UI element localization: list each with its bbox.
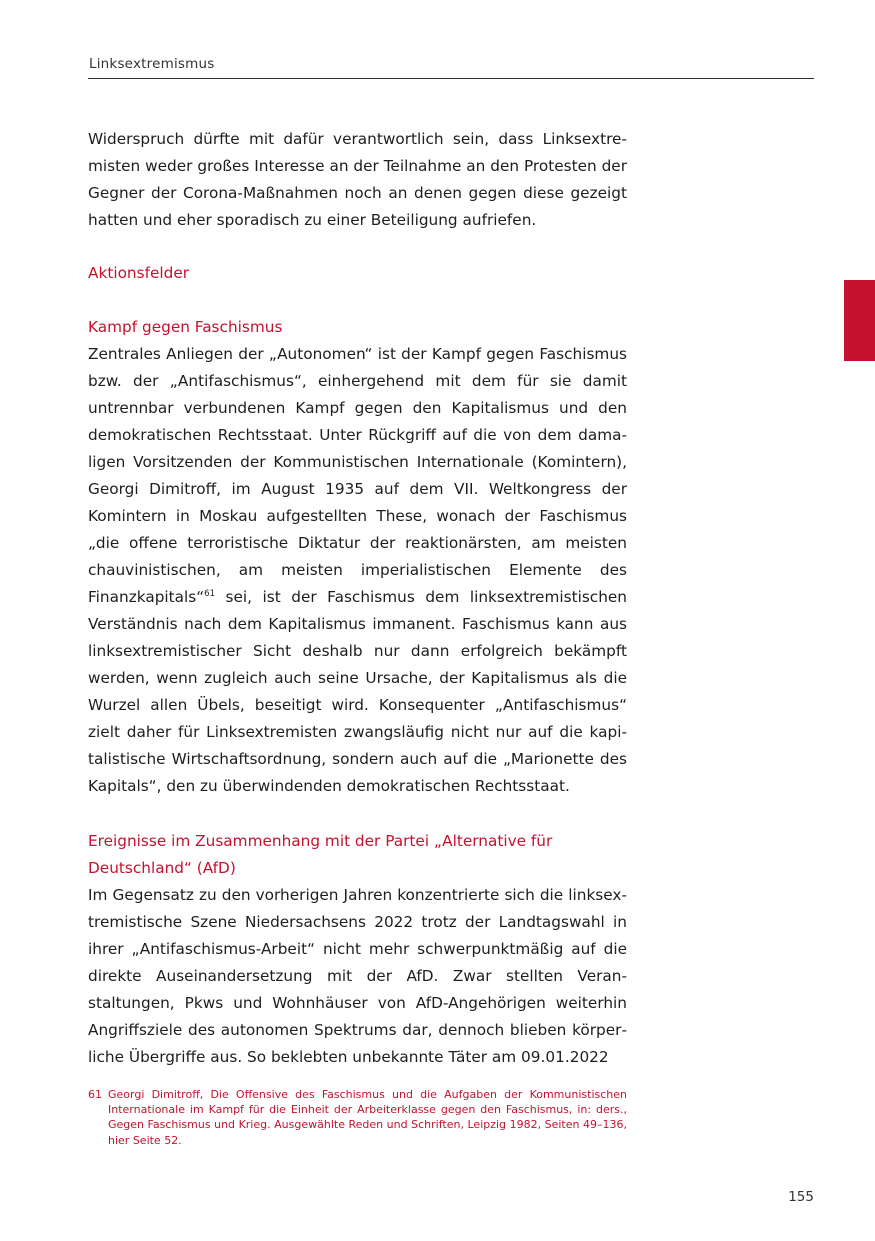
subheading-afd: Ereignisse im Zusammenhang mit der Partei „Alternative für Deutschland“ (AfD) — [88, 832, 553, 877]
chapter-side-tab — [844, 280, 875, 361]
footnote-number: 61 — [88, 1088, 102, 1101]
header-rule — [88, 78, 814, 79]
footnote-reference[interactable]: 61 — [204, 589, 215, 599]
paragraph-kampf-part2: sei, ist der Faschismus dem linksextremistischen Verständnis nach dem Kapitalismus immanent. Faschismus kann aus linksextremistischer Sicht deshalb nur dann erfolgreich bekämpft werden, wenn zugleich auch seine Ursache, der Kapitalismus als die Wurzel allen Übels, beseitigt wird. Konsequenter „Antifaschismus“ zielt daher für Linksextremisten zwangsläufig nicht nur auf die kapitalistische Wirtschaftsordnung, sondern auch auf die „Marionette des Kapitals“, den zu überwindenden demokratischen Rechtsstaat. — [88, 588, 627, 795]
section-heading: Aktionsfelder — [88, 264, 190, 282]
page-number: 155 — [788, 1189, 814, 1205]
subheading-kampf: Kampf gegen Faschismus — [88, 318, 283, 336]
paragraph-afd: Im Gegensatz zu den vorherigen Jahren konzentrierte sich die linksextremistische Szene Niedersachsens 2022 trotz der Landtagswahl in ihrer „Antifaschismus-Arbeit“ nicht mehr schwerpunktmäßig auf die direkte Auseinandersetzung mit der AfD. Zwar stellten Veranstaltungen, Pkws und Wohnhäuser von AfD-Angehörigen weiterhin Angriffsziele des autonomen Spektrums dar, dennoch blieben körperliche Übergriffe aus. So beklebten unbekannte Täter am 09.01.2022 — [88, 886, 627, 1066]
header-title: Linksextremismus — [89, 56, 215, 72]
paragraph-kampf — [88, 341, 627, 800]
paragraph-kampf-part1: Zentrales Anliegen der „Autonomen“ ist der Kampf gegen Faschismus bzw. der „Antifaschismus“, einhergehend mit dem für sie damit untrennbar verbundenen Kampf gegen den Kapitalismus und den demokratischen Rechtsstaat. Unter Rückgriff auf die von dem damaligen Vorsitzenden der Kommunistischen Internationale (Komintern), Georgi Dimitroff, im August 1935 auf dem VII. Weltkongress der Komintern in Moskau aufgestellten These, wonach der Faschismus „die offene terroristische Diktatur der reaktionärsten, am meisten chauvinistischen, am meisten imperialistischen Elemente des Finanzkapitals“ — [88, 345, 627, 606]
footnote-text: Georgi Dimitroff, Die Offensive des Faschismus und die Aufgaben der Kommunistischen Internationale im Kampf für die Einheit der Arbeiterklasse gegen den Faschismus, in: ders., Gegen Faschismus und Krieg. Ausgewählte Reden und Schriften, Leipzig 1982, Seiten 49–136, hier Seite 52. — [108, 1088, 627, 1147]
paragraph-intro: Widerspruch dürfte mit dafür verantwortlich sein, dass Linksextremisten weder großes Interesse an der Teilnahme an den Protesten der Gegner der Corona-Maßnahmen noch an denen gegen diese gezeigt hatten und eher sporadisch zu einer Beteiligung aufriefen. — [88, 130, 627, 229]
